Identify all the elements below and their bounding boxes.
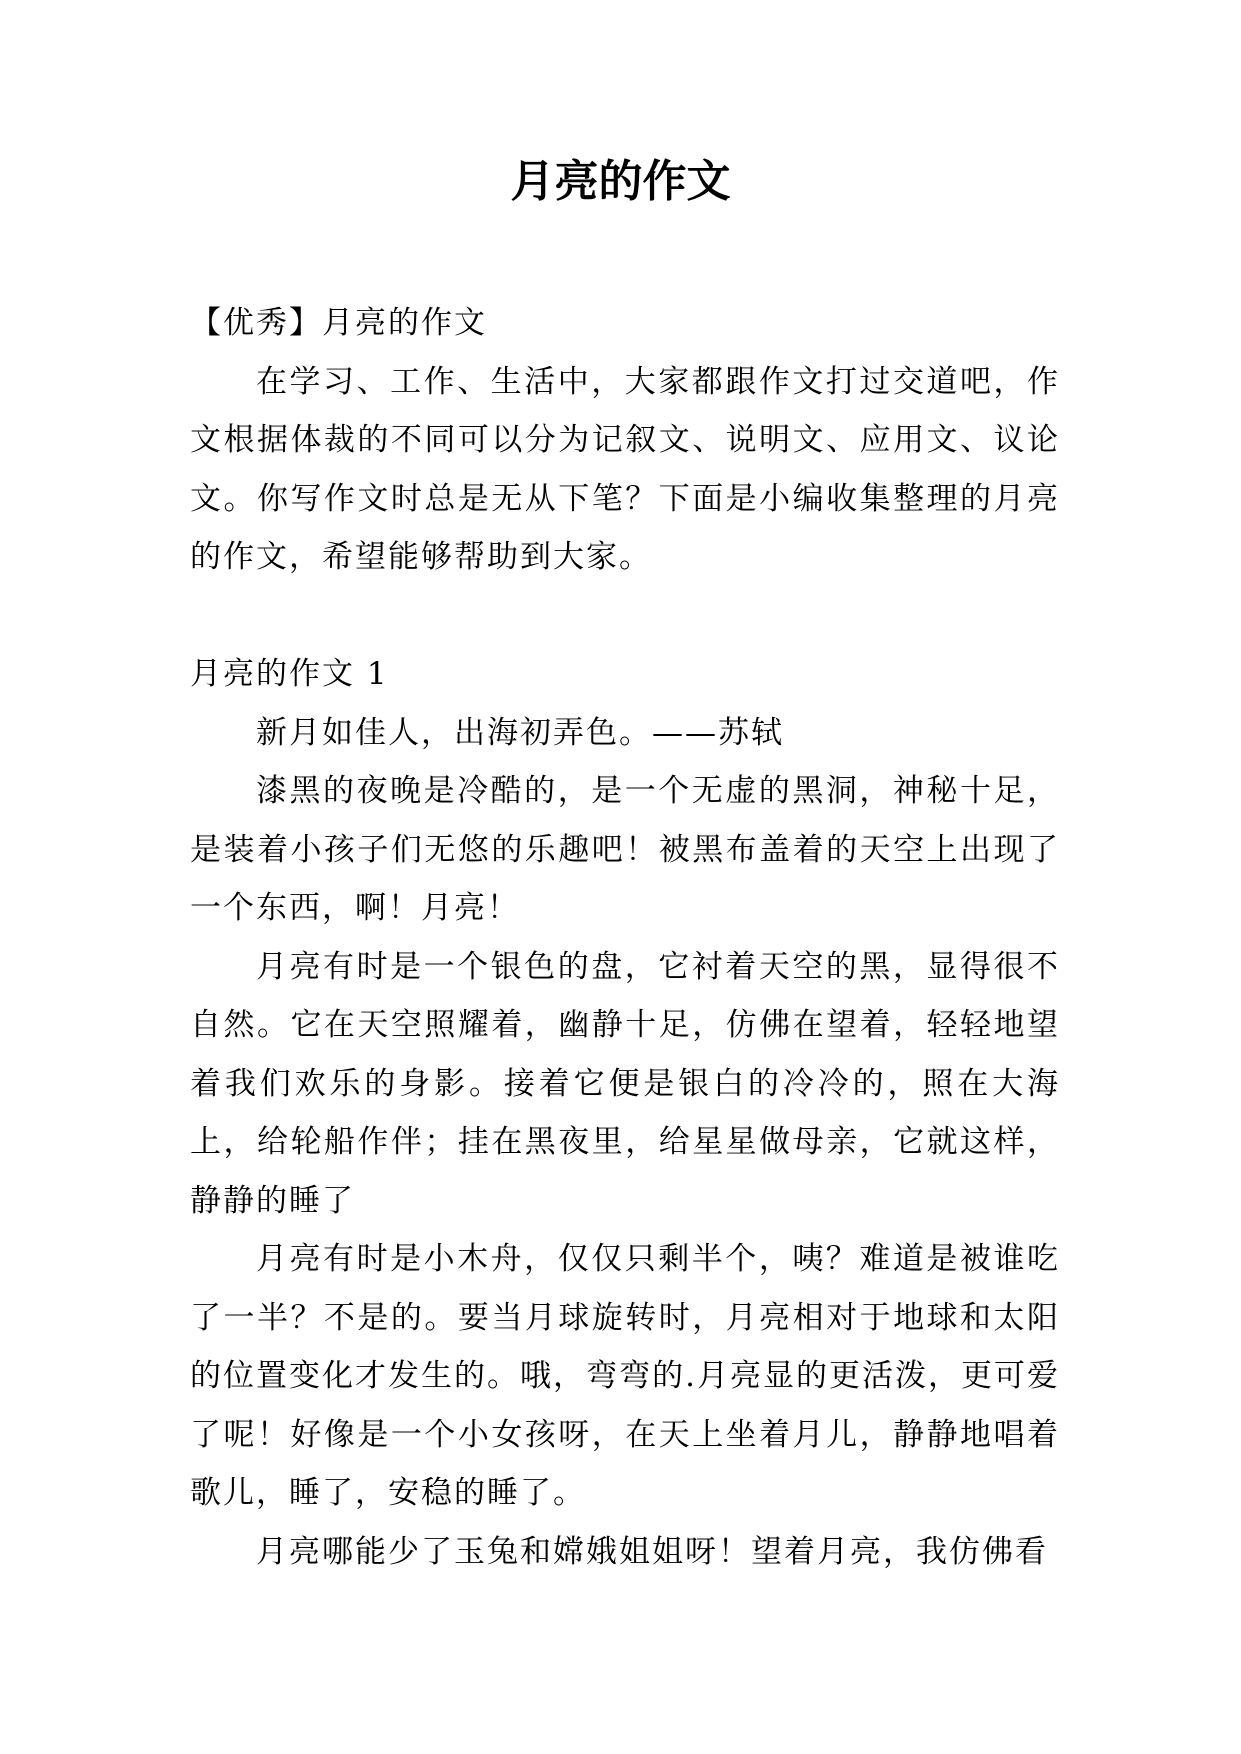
body-paragraph: 漆黑的夜晚是冷酷的，是一个无虚的黑洞，神秘十足，是装着小孩子们无悠的乐趣吧！被黑布盖着的天空上出现了一个东西，啊！月亮！ bbox=[190, 773, 1060, 926]
paragraph-spacer bbox=[190, 587, 1060, 646]
body-paragraph: 月亮有时是一个银色的盘，它衬着天空的黑，显得很不自然。它在天空照耀着，幽静十足，仿佛在望着，轻轻地望着我们欢乐的身影。接着它便是银白的冷冷的，照在大海上，给轮船作伴；挂在黑夜里，给星星做母亲，它就这样，静静的睡了 bbox=[190, 948, 1060, 1219]
quote-paragraph: 新月如佳人，出海初弄色。——苏轼 bbox=[256, 714, 784, 751]
document-title: 月亮的作文 bbox=[510, 156, 731, 207]
section-heading: 月亮的作文 1 bbox=[190, 656, 389, 692]
body-paragraph: 月亮有时是小木舟，仅仅只剩半个，咦？难道是被谁吃了一半？不是的。要当月球旋转时，月亮相对于地球和太阳的位置变化才发生的。哦，弯弯的.月亮显的更活泼，更可爱了呢！好像是一个小女孩呀，在天上坐着月儿，静静地唱着歌儿，睡了，安稳的睡了。 bbox=[190, 1241, 1060, 1511]
intro-paragraph: 在学习、工作、生活中，大家都跟作文打过交道吧，作文根据体裁的不同可以分为记叙文、说明文、应用文、议论文。你写作文时总是无从下笔？下面是小编收集整理的月亮的作文，希望能够帮助到大家。 bbox=[190, 363, 1060, 575]
document-subtitle: 【优秀】月亮的作文 bbox=[190, 305, 487, 341]
body-paragraph: 月亮哪能少了玉兔和嫦娥姐姐呀！望着月亮，我仿佛看 bbox=[256, 1533, 1048, 1570]
document-body bbox=[190, 294, 1060, 1581]
